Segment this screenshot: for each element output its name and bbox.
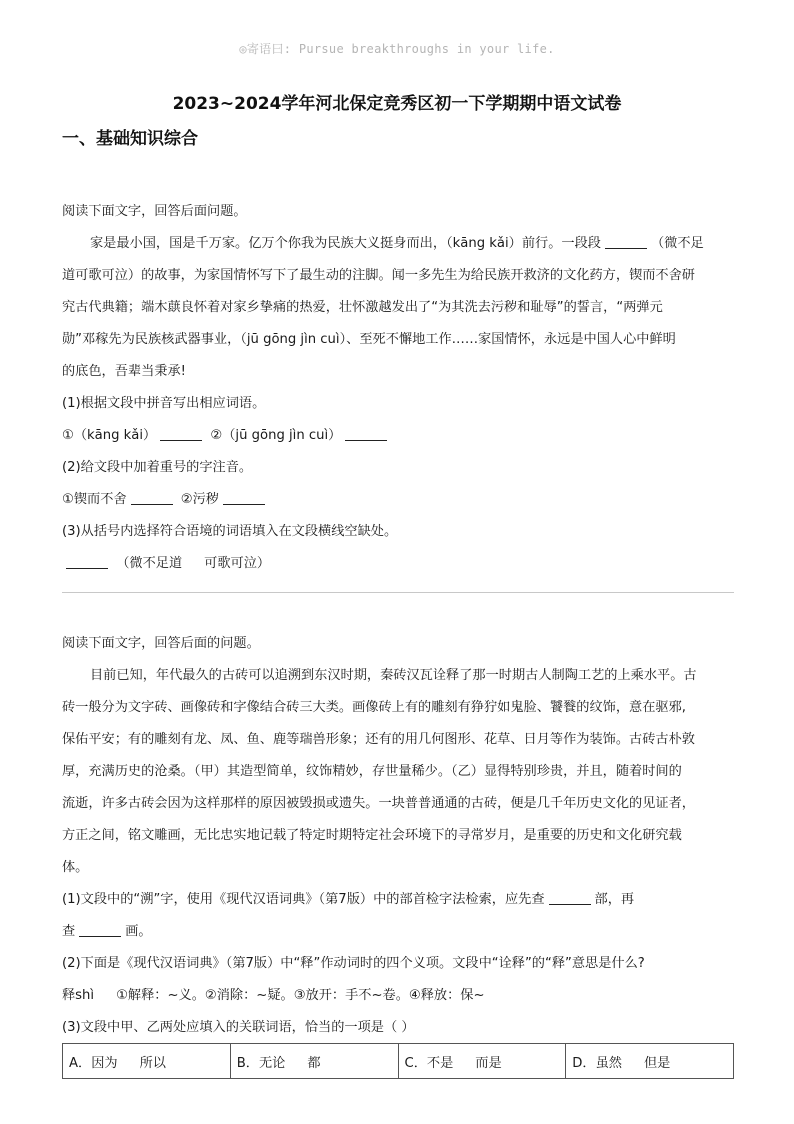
q1-sub1-b: ②（jū gōng jìn cuì）	[210, 428, 342, 443]
option-b[interactable]: B．无论 都	[230, 1044, 398, 1079]
answer-blank[interactable]	[66, 554, 108, 569]
q1-text: 家是最小国，国是千万家。亿万个你我为民族大义挺身而出，（kāng kǎi）前行。一段段	[90, 236, 601, 251]
options-row	[63, 1044, 734, 1079]
page-title: 2023~2024学年河北保定竞秀区初一下学期期中语文试卷	[172, 94, 622, 114]
q2-text: (1)文段中的“溯”字，使用《现代汉语词典》（第7版）中的部首检字法检索，应先查	[62, 892, 545, 907]
q1-para-line: 的底色，吾辈当秉承!	[62, 364, 186, 379]
q1-intro: 阅读下面文字，回答后面问题。	[62, 204, 247, 219]
emphasis-char: 锲	[629, 260, 642, 292]
answer-blank[interactable]	[549, 890, 591, 905]
answer-blank[interactable]	[605, 234, 647, 249]
q2-text: 部，再	[594, 892, 635, 907]
dictionary-entry: 释shì	[62, 988, 95, 1003]
answer-blank[interactable]	[79, 922, 121, 937]
emphasis-char: 秽	[504, 292, 517, 324]
q2-intro: 阅读下面文字，回答后面的问题。	[62, 636, 260, 651]
question-2	[62, 628, 734, 1044]
q1-sub3-option-b: 可歌可泣）	[204, 556, 271, 571]
q1-para-line	[62, 292, 734, 324]
emphasis-char: 秽	[206, 484, 219, 516]
q1-para-line: 勋”邓稼先为民族核武器事业，（jū gōng jìn cuì）、至死不懈地工作……家国情怀，永远是中国人心中鲜明	[62, 332, 676, 347]
q2-para-line: 砖一般分为文字砖、画像砖和字像结合砖三大类。画像砖上有的雕刻有狰狞如鬼脸、饕餮的纹饰，意在驱邪,	[62, 700, 687, 715]
q1-text: （微不足	[650, 236, 704, 251]
header-motto: ◎寄语曰: Pursue breakthroughs in your life.	[239, 42, 555, 56]
q1-sub3-answer	[62, 548, 734, 580]
q2-sub1	[62, 884, 734, 916]
q1-sub1: (1)根据文段中拼音写出相应词语。	[62, 396, 266, 411]
section-heading: 一、基础知识综合	[62, 129, 198, 149]
option-d[interactable]: D．虽然 但是	[566, 1044, 734, 1079]
q2-para-line: 体。	[62, 860, 89, 875]
q2-text: 查	[62, 924, 76, 939]
q1-text: 和耻辱”的誓言，“两弹元	[517, 300, 663, 315]
options-table	[62, 1043, 734, 1079]
option-c[interactable]: C．不是 而是	[398, 1044, 566, 1079]
q2-sub1-cont	[62, 916, 734, 948]
q1-text: 而不舍研	[642, 268, 695, 283]
q2-para-line: 流逝，许多古砖会因为这样那样的原因被毁损或遗失。一块普普通通的古砖，便是几千年历史文化的见证者，	[62, 796, 695, 811]
dictionary-definitions: ①解释：~义。②消除：~疑。③放开：手不~卷。④释放：保~	[116, 988, 485, 1003]
answer-blank[interactable]	[160, 426, 202, 441]
q2-para-line: 目前已知，年代最久的古砖可以追溯到东汉时期，秦砖汉瓦诠释了那一时期古人制陶工艺的上乘水平。古	[90, 668, 697, 683]
q1-text: 而不舍	[87, 492, 127, 507]
q1-text: ①	[62, 492, 74, 507]
question-1	[62, 196, 734, 580]
emphasis-char: 锲	[74, 484, 87, 516]
q1-para-line	[62, 260, 734, 292]
q1-text: 究古代典籍；端木蕻良怀着对家乡挚痛的热爱，壮怀激越发出了“为其洗去污	[62, 300, 505, 315]
q2-para-line: 厚，充满历史的沧桑。（甲）其造型简单，纹饰精妙，存世量稀少。（乙）显得特别珍贵，并且，随着时间的	[62, 764, 682, 779]
q1-sub3: (3)从括号内选择符合语境的词语填入在文段横线空缺处。	[62, 524, 398, 539]
q2-sub2: (2)下面是《现代汉语词典》（第7版）中“释”作动词时的四个义项。文段中“诠释”的“释”意思是什么?	[62, 956, 645, 971]
q1-para-line	[62, 228, 734, 260]
q1-sub1-a: ①（kāng kǎi）	[62, 428, 157, 443]
q1-text: ②污	[180, 492, 206, 507]
q1-sub2: (2)给文段中加着重号的字注音。	[62, 460, 253, 475]
q2-sub2-entry	[62, 980, 734, 1012]
q1-sub3-option-a: （微不足道	[116, 556, 183, 571]
q1-sub1-answers	[62, 420, 734, 452]
option-a[interactable]: A．因为 所以	[63, 1044, 231, 1079]
answer-blank[interactable]	[345, 426, 387, 441]
q2-sub3: (3)文段中甲、乙两处应填入的关联词语，恰当的一项是（ ）	[62, 1020, 415, 1035]
divider	[62, 592, 734, 593]
answer-blank[interactable]	[131, 490, 173, 505]
q2-para-line: 方正之间，铭文雕画，无比忠实地记载了特定时期特定社会环境下的寻常岁月，是重要的历史和文化研究载	[62, 828, 682, 843]
q2-para-line: 保佑平安；有的雕刻有龙、凤、鱼、鹿等瑞兽形象；还有的用几何图形、花草、日月等作为装饰。古砖古朴敦	[62, 732, 695, 747]
answer-blank[interactable]	[223, 490, 265, 505]
q1-text: 道可歌可泣）的故事，为家国情怀写下了最生动的注脚。闻一多先生为给民族开救济的文化药方，	[62, 268, 630, 283]
q2-text: 画。	[125, 924, 152, 939]
q1-sub2-answers	[62, 484, 734, 516]
